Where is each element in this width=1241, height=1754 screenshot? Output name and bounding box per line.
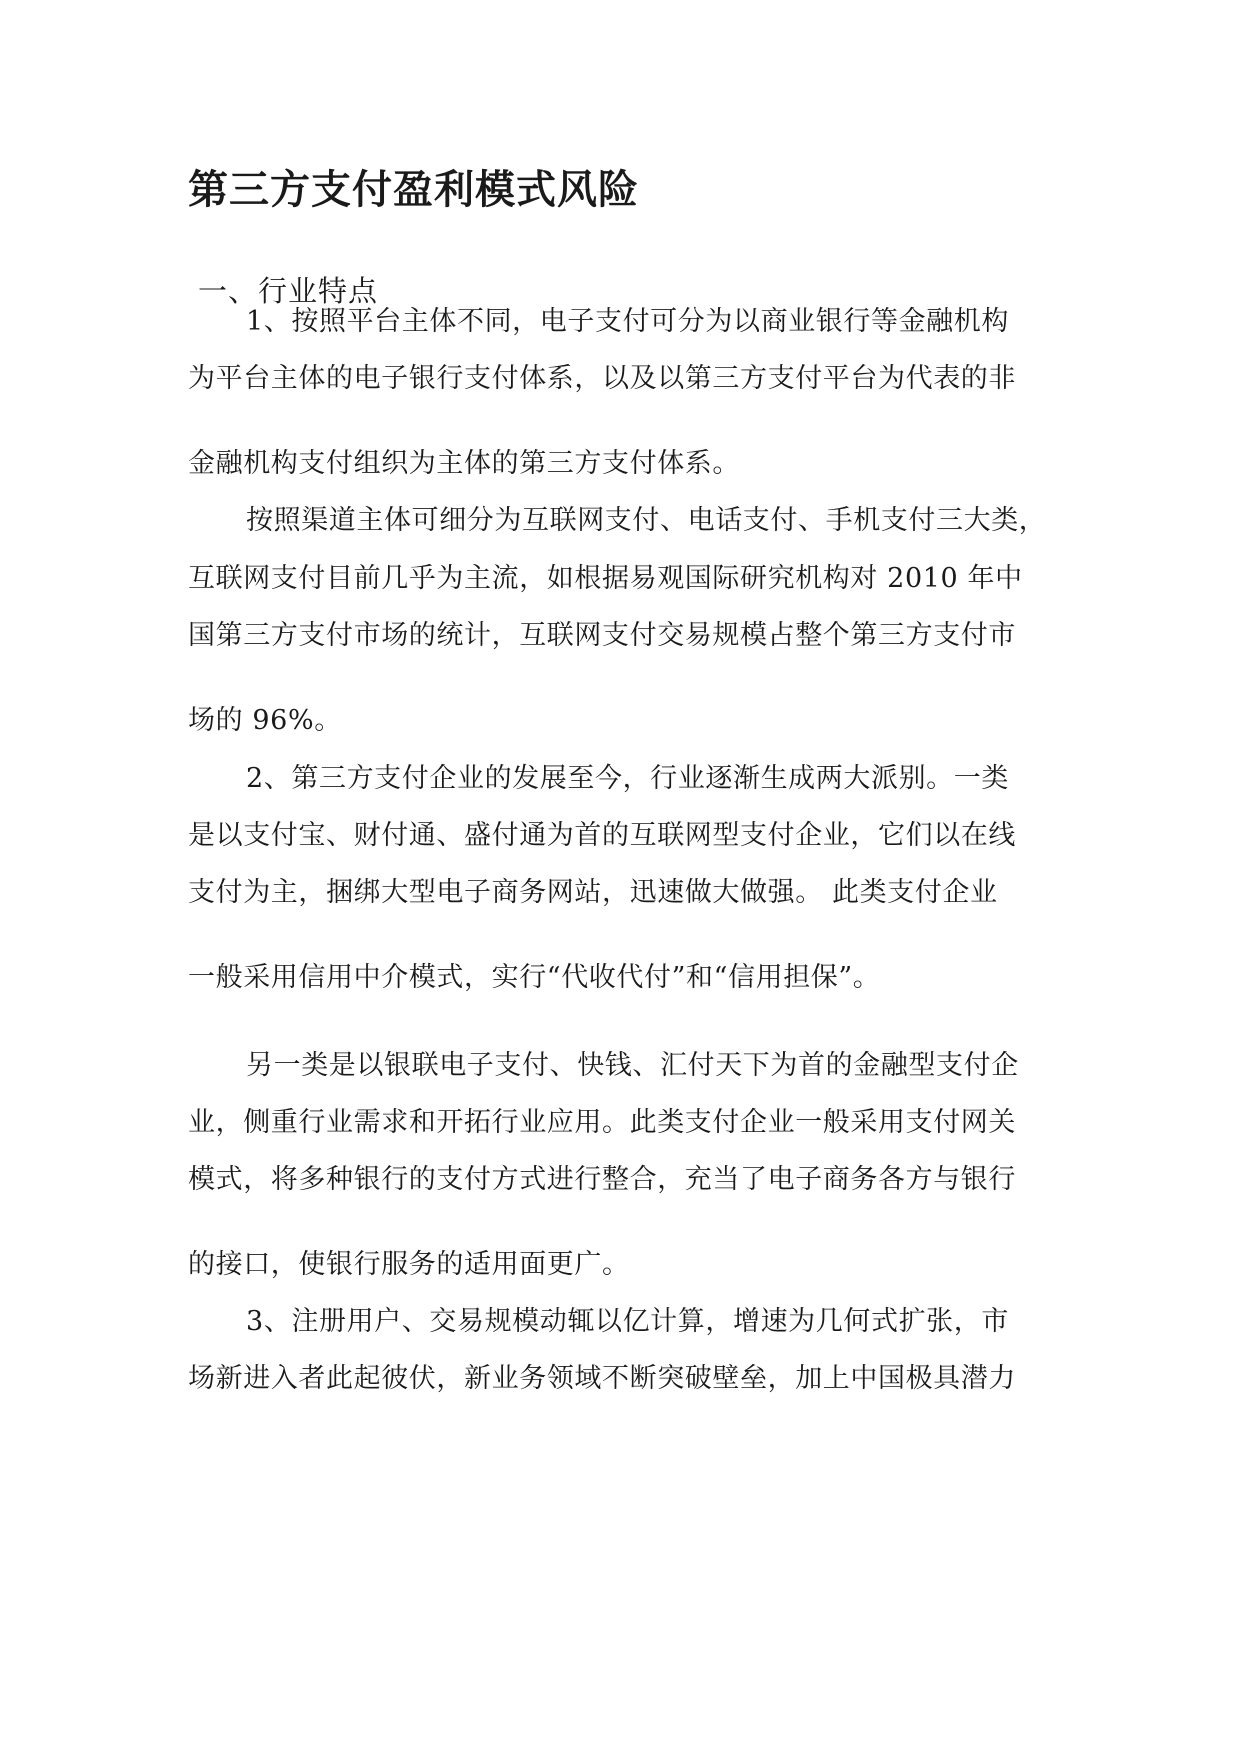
paragraph-line: 场新进入者此起彼伏，新业务领域不断突破壁垒，加上中国极具潜力 (188, 1363, 1016, 1394)
paragraph-line: 场的 96%。 (188, 705, 342, 736)
paragraph-line: 国第三方支付市场的统计，互联网支付交易规模占整个第三方支付市 (188, 620, 1016, 651)
document-title: 第三方支付盈利模式风险 (188, 167, 639, 213)
paragraph-line: 一般采用信用中介模式，实行“代收代付”和“信用担保”。 (188, 962, 881, 993)
paragraph-line: 1、按照平台主体不同，电子支付可分为以商业银行等金融机构 (246, 306, 1009, 337)
paragraph-line: 金融机构支付组织为主体的第三方支付体系。 (188, 448, 740, 479)
paragraph-line: 支付为主，捆绑大型电子商务网站，迅速做大做强。 此类支付企业 (188, 877, 998, 908)
paragraph-line: 是以支付宝、财付通、盛付通为首的互联网型支付企业，它们以在线 (188, 820, 1016, 851)
paragraph-line: 互联网支付目前几乎为主流，如根据易观国际研究机构对 2010 年中 (188, 563, 1023, 594)
paragraph-line: 模式，将多种银行的支付方式进行整合，充当了电子商务各方与银行 (188, 1164, 1016, 1195)
section-heading: 一、行业特点 (198, 274, 379, 308)
paragraph-line: 业，侧重行业需求和开拓行业应用。此类支付企业一般采用支付网关 (188, 1107, 1016, 1138)
paragraph-line: 3、注册用户、交易规模动辄以亿计算，增速为几何式扩张，市 (246, 1306, 1009, 1337)
paragraph-line: 按照渠道主体可细分为互联网支付、电话支付、手机支付三大类， (246, 505, 1047, 536)
paragraph-line: 为平台主体的电子银行支付体系，以及以第三方支付平台为代表的非 (188, 363, 1016, 394)
paragraph-line: 2、第三方支付企业的发展至今，行业逐渐生成两大派别。一类 (246, 763, 1009, 794)
paragraph-line: 的接口，使银行服务的适用面更广。 (188, 1249, 630, 1280)
paragraph-line: 另一类是以银联电子支付、快钱、汇付天下为首的金融型支付企 (246, 1050, 1019, 1081)
